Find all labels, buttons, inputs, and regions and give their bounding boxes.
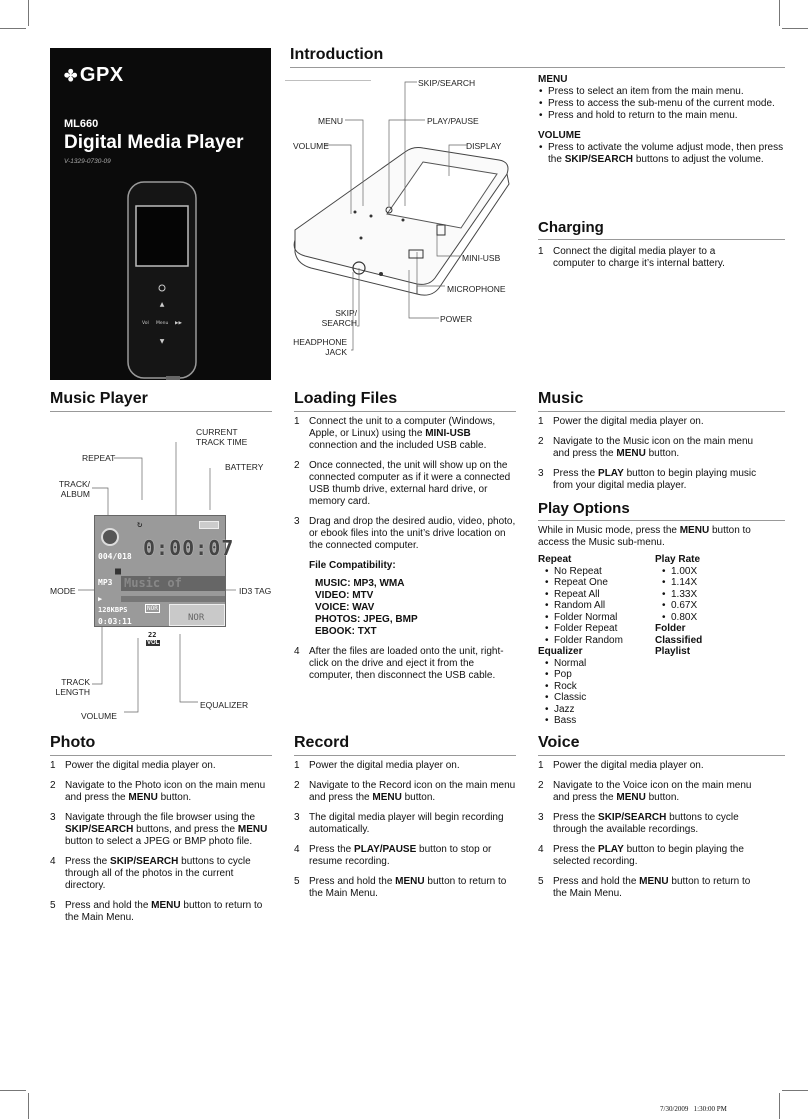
label-power: POWER [440, 314, 473, 324]
compat-list [309, 578, 516, 638]
folder-icon: ■ [115, 566, 122, 577]
product-title: Digital Media Player [64, 132, 244, 153]
list-item: • Random All [544, 600, 648, 612]
list-item: EBOOK: TXT [315, 626, 377, 637]
list-item: • Press and hold to return to the main menu. [538, 110, 788, 122]
loading-steps [294, 416, 516, 690]
crop-mark [0, 1090, 26, 1091]
list-item: • Repeat All [544, 589, 648, 601]
label-track-length: TRACK LENGTH [55, 677, 90, 697]
list-item: 1 Power the digital media player on. [294, 760, 460, 771]
print-timestamp: 7/30/2009 1:30:00 PM [660, 1105, 727, 1113]
list-item: 3 Drag and drop the desired audio, video, photo, or ebook files into the unit’s drive location on the connected computer. File Compatibility: MUSIC: MP3, WMA VIDEO: MTV VOICE: WAV PHOTOS: JPEG, BMP EBOOK: TXT [294, 516, 516, 637]
volume-heading: VOLUME [538, 130, 581, 141]
record-title: Record [294, 734, 516, 756]
loading-files-title: Loading Files [294, 390, 516, 412]
list-item: 2 Navigate to the Music icon on the main menu and press the MENU button. [538, 436, 754, 459]
cover-panel [50, 48, 271, 380]
list-item: • 1.33X [661, 589, 765, 601]
label-volume-mp: VOLUME [81, 711, 117, 721]
equalizer-heading: Equalizer [538, 646, 583, 657]
svg-text:▲: ▲ [159, 301, 165, 308]
disc-icon [101, 528, 119, 546]
label-battery: BATTERY [225, 462, 264, 472]
list-item: • Jazz [544, 704, 648, 716]
list-item: 4 Press the PLAY/PAUSE button to stop or resume recording. [294, 844, 492, 867]
label-volume: VOLUME [293, 141, 329, 151]
list-item: 4 After the files are loaded onto the unit, right-click on the drive and eject it from the computer, then disconnect the USB cable. [294, 646, 504, 681]
list-item: • Pop [544, 669, 648, 681]
repeat-heading: Repeat [538, 554, 572, 565]
crop-mark [782, 1090, 808, 1091]
music-player-title: Music Player [50, 390, 272, 412]
list-item: 1 Connect the digital media player to a computer to charge it’s internal battery. [538, 246, 725, 269]
label-id3-tag: ID3 TAG [239, 586, 272, 596]
current-time: 0:00:07 [143, 536, 235, 560]
label-current-track-time: CURRENT TRACK TIME [196, 427, 248, 447]
compat-heading: File Compatibility: [309, 560, 396, 571]
equalizer-display [169, 604, 225, 626]
version-code: V-1329-0730-09 [64, 158, 111, 165]
list-item: 3 Press the SKIP/SEARCH buttons to cycle through the available recordings. [538, 812, 739, 835]
label-display: DISPLAY [466, 141, 502, 151]
list-item: PHOTOS: JPEG, BMP [315, 614, 418, 625]
list-item: • Bass [544, 715, 648, 727]
voice-title: Voice [538, 734, 785, 756]
list-item: 3 Navigate through the file browser using the SKIP/SEARCH buttons, and press the MENU button to select a JPEG or BMP photo file. [50, 812, 268, 847]
volume-label: VOL [147, 640, 160, 646]
label-play-pause: PLAY/PAUSE [427, 116, 479, 126]
list-item: 5 Press and hold the MENU button to return to the Main Menu. [294, 876, 507, 899]
label-headphone-jack: HEADPHONE JACK [293, 337, 347, 357]
charging-steps [538, 246, 753, 278]
rate-heading: Play Rate [655, 554, 701, 565]
list-item: • Press to select an item from the main menu. [538, 86, 788, 98]
list-item: 1 Connect the unit to a computer (Windows, Apple, or Linux) using the MINI-USB connection and the included USB cable. [294, 416, 496, 451]
svg-text:Menu: Menu [156, 321, 169, 326]
repeat-icon: ↻ [137, 520, 143, 530]
volume-value: 22 [148, 631, 157, 639]
photo-steps [50, 760, 272, 932]
charging-title: Charging [538, 219, 785, 240]
list-item: • Folder Repeat [544, 623, 648, 635]
record-steps [294, 760, 516, 908]
classified-option: Classified [655, 634, 703, 646]
track-count: 004/018 [98, 552, 132, 561]
device-perspective-illustration [285, 80, 530, 360]
voice-steps [538, 760, 760, 908]
label-mini-usb: MINI-USB [462, 253, 501, 263]
volume-list [538, 142, 788, 166]
svg-text:Vol: Vol [142, 321, 149, 326]
menu-description [538, 74, 788, 166]
label-microphone: MICROPHONE [447, 284, 506, 294]
list-item: 2 Once connected, the unit will show up on the connected computer as if it were a connected USB thumb drive, external hard drive, or memory card. [294, 460, 511, 507]
playlist-option: Playlist [655, 646, 691, 657]
label-skip-search: SKIP/SEARCH [418, 78, 476, 88]
play-options-intro: While in Music mode, press the MENU button to access the Music sub-menu. [538, 525, 751, 548]
introduction-title: Introduction [290, 46, 785, 68]
menu-list [538, 86, 788, 122]
list-item: 1 Power the digital media player on. [538, 760, 704, 771]
list-item: 2 Navigate to the Voice icon on the main menu and press the MENU button. [538, 780, 752, 803]
rate-options [655, 554, 765, 658]
list-item: • 0.67X [661, 600, 765, 612]
mode-indicator: MP3 [98, 578, 113, 587]
device-front-illustration [122, 180, 202, 380]
list-item: • Press to access the sub-menu of the current mode. [538, 98, 788, 110]
list-item: 2 Navigate to the Record icon on the main menu and press the MENU button. [294, 780, 516, 803]
label-skip-search-side: SKIP/ SEARCH [321, 308, 357, 328]
photo-title: Photo [50, 734, 272, 756]
svg-text:▼: ▼ [159, 338, 165, 345]
list-item: • 1.14X [661, 577, 765, 589]
eq-badge: NOR [147, 605, 158, 612]
menu-heading: MENU [538, 74, 568, 85]
crop-mark [779, 0, 780, 26]
brand-logo: ✤ GPX [64, 64, 124, 86]
id3-tag-display: Music of [121, 576, 225, 591]
list-item: 1 Power the digital media player on. [538, 416, 704, 427]
crop-mark [28, 1093, 29, 1119]
list-item: • Folder Normal [544, 612, 648, 624]
list-item: 3 The digital media player will begin recording automatically. [294, 812, 504, 835]
list-item: 3 Press the PLAY button to begin playing music from your digital media player. [538, 468, 757, 491]
list-item: • Rock [544, 681, 648, 693]
list-item: • Classic [544, 692, 648, 704]
list-item: VOICE: WAV [315, 602, 375, 613]
model-number: ML660 [64, 118, 99, 130]
label-menu: MENU [318, 116, 344, 126]
player-screen [94, 515, 235, 627]
music-steps [538, 416, 760, 500]
list-item: • 0.80X [661, 612, 765, 624]
play-icon: ▶ [98, 595, 103, 603]
list-item: • Normal [544, 658, 648, 670]
track-length: 0:03:11 [98, 617, 132, 626]
list-item: • 1.00X [661, 566, 765, 578]
list-item: 2 Navigate to the Photo icon on the main menu and press the MENU button. [50, 780, 266, 803]
list-item: VIDEO: MTV [315, 590, 374, 601]
list-item: 5 Press and hold the MENU button to return to the Main Menu. [50, 900, 263, 923]
crop-mark [0, 28, 26, 29]
list-item: • Folder Random [544, 635, 648, 647]
music-title: Music [538, 390, 785, 412]
list-item: 5 Press and hold the MENU button to return to the Main Menu. [538, 876, 751, 899]
list-item: 1 Power the digital media player on. [50, 760, 216, 771]
label-repeat: REPEAT [82, 453, 116, 463]
eq-label: NOR [188, 613, 205, 623]
label-equalizer: EQUALIZER [200, 700, 249, 710]
play-options-title: Play Options [538, 500, 785, 521]
folder-option: Folder [655, 623, 686, 634]
battery-icon [199, 521, 219, 529]
swoosh-icon: ✤ [64, 68, 78, 85]
list-item: 4 Press the PLAY button to begin playing the selected recording. [538, 844, 744, 867]
svg-text:▶▶: ▶▶ [175, 321, 182, 326]
crop-mark [779, 1093, 780, 1119]
label-track-album: TRACK/ ALBUM [58, 479, 90, 499]
list-item: • Press to activate the volume adjust mode, then press the SKIP/SEARCH buttons to adjust the volume. [538, 142, 788, 166]
progress-bar [121, 596, 225, 602]
bitrate: 128KBPS [98, 606, 128, 614]
crop-mark [28, 0, 29, 26]
list-item: 4 Press the SKIP/SEARCH buttons to cycle through all of the photos in the current directory. [50, 856, 251, 891]
repeat-options [538, 554, 648, 727]
crop-mark [782, 28, 808, 29]
list-item: • Repeat One [544, 577, 648, 589]
label-mode: MODE [50, 586, 76, 596]
list-item: MUSIC: MP3, WMA [315, 578, 405, 589]
list-item: • No Repeat [544, 566, 648, 578]
